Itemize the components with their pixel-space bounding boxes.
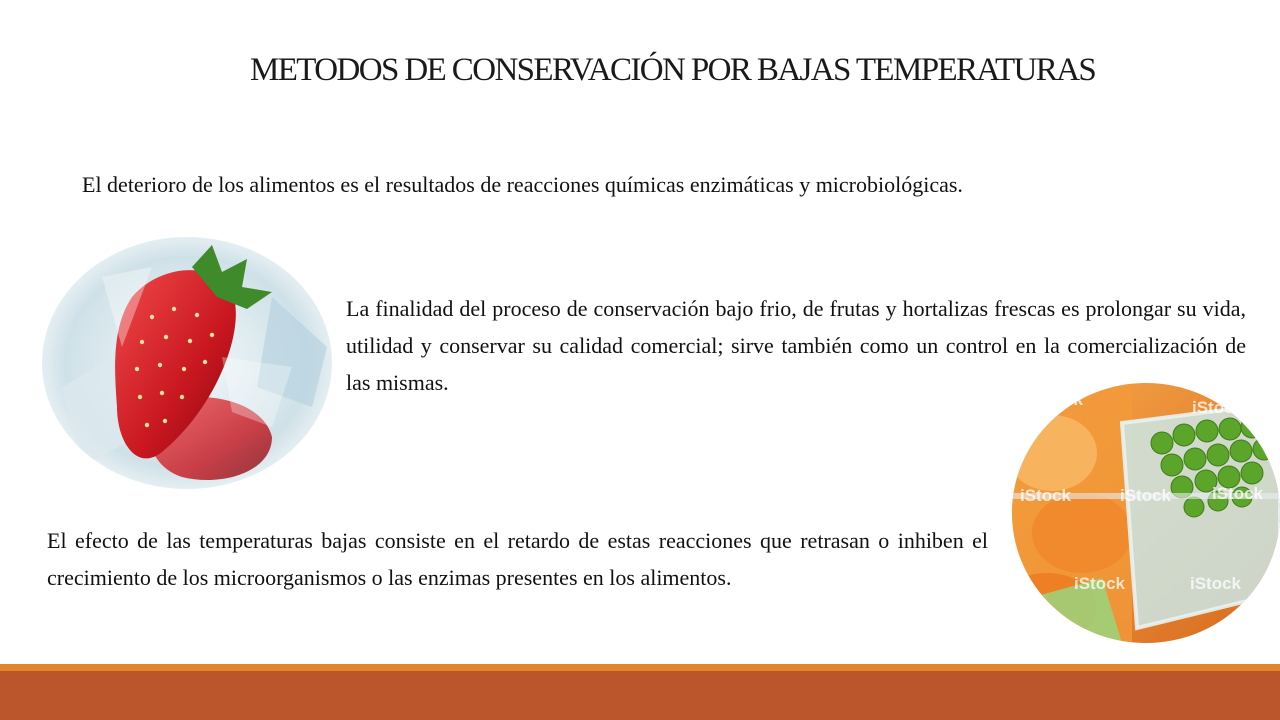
frozen-strawberry-photo bbox=[42, 237, 332, 489]
istock-watermark: iStock bbox=[1190, 574, 1242, 593]
footer-bar bbox=[0, 671, 1280, 720]
istock-watermark: iStock bbox=[1212, 484, 1264, 503]
istock-watermark: iStock bbox=[1074, 574, 1126, 593]
istock-watermark: iStock bbox=[1032, 390, 1084, 409]
refrigerated-produce-photo bbox=[1012, 383, 1280, 643]
istock-watermark: iStock bbox=[1020, 486, 1072, 505]
accent-stripe bbox=[0, 664, 1280, 671]
slide-title: METODOS DE CONSERVACIÓN POR BAJAS TEMPERATURAS bbox=[250, 52, 1096, 88]
paragraph-deterioration: El deterioro de los alimentos es el resultados de reacciones químicas enzimáticas y microbiológicas. bbox=[82, 172, 963, 197]
paragraph-purpose: La finalidad del proceso de conservación bajo frio, de frutas y hortalizas frescas es prolongar su vida, utilidad y conservar su calidad comercial; sirve también como un control en la comercialización de las mismas. bbox=[346, 296, 1246, 395]
istock-watermark: iStock bbox=[1120, 486, 1172, 505]
paragraph-low-temperature-effect: El efecto de las temperaturas bajas consiste en el retardo de estas reacciones que retrasan o inhiben el crecimiento de los microorganismos o las enzimas presentes en los alimentos. bbox=[47, 528, 988, 590]
istock-watermark: iStock bbox=[1192, 398, 1244, 417]
